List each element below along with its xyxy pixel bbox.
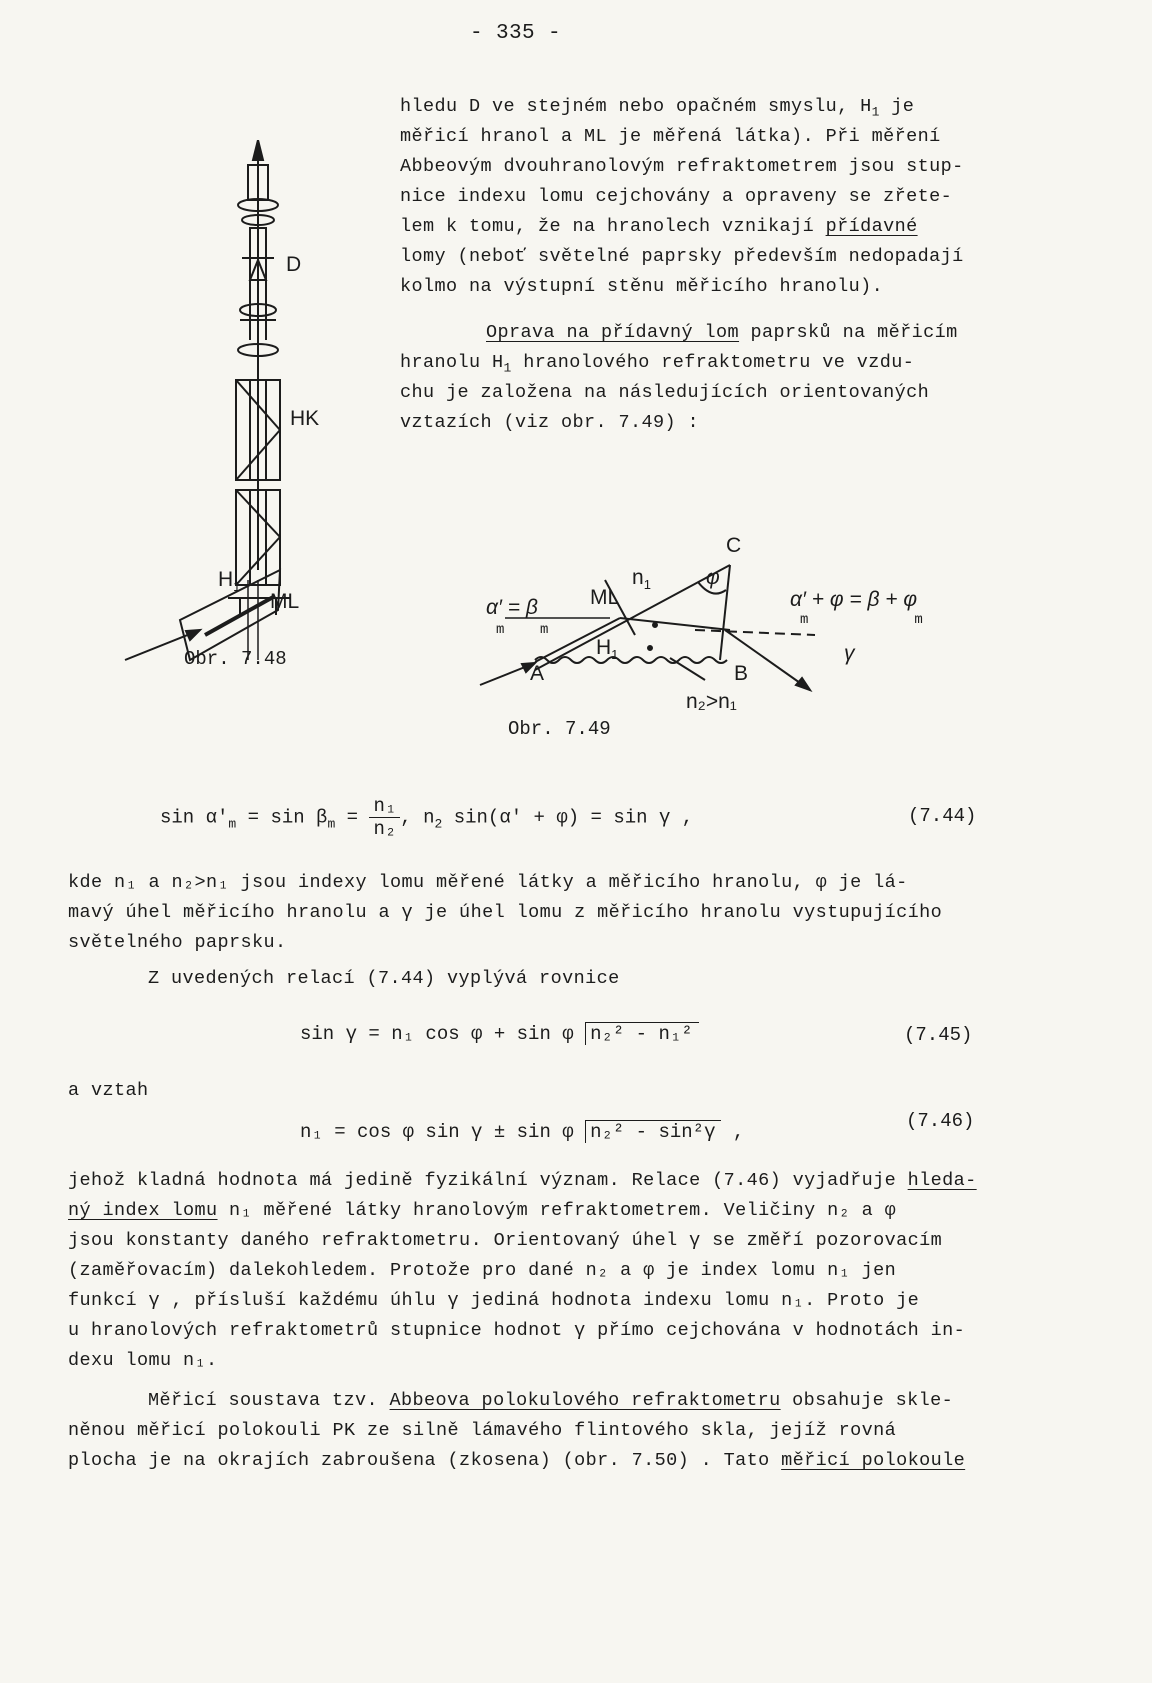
fig49-label-A: A — [530, 662, 545, 685]
kde-line-2: mavý úhel měřicího hranolu a γ je úhel lomu z měřicího hranolu vystupujícího — [68, 902, 943, 923]
z-uvedenych-line: Z uvedených relací (7.44) vyplývá rovnice — [148, 968, 620, 989]
jehoz-line-5: funkcí γ , přísluší každému úhlu γ jediná hodnota indexu lomu n₁. Proto je — [68, 1290, 920, 1311]
fig49-label-n2n1: n₂>n₁ — [686, 690, 737, 713]
fig49-label-n1: $n_1$ — [632, 566, 651, 593]
intro-line-5: lem k tomu, že na hranolech vznikají přídavné — [400, 216, 918, 237]
fig48-label-ML: ML — [270, 590, 300, 613]
jehoz-line-6: u hranolových refraktometrů stupnice hodnot γ přímo cejchována v hodnotách in- — [68, 1320, 966, 1341]
intro-line-3: Abbeovým dvouhranolovým refraktometrem jsou stup- — [400, 156, 964, 177]
figure-7-48 — [110, 140, 360, 690]
oprava-line-3: chu je založena na následujících orientovaných — [400, 382, 930, 403]
intro-line-1: hledu D ve stejném nebo opačném smyslu, $H_1$ je — [400, 96, 915, 120]
merici-line-1: Měřicí soustava tzv. Abbeova polokulového refraktometru obsahuje skle- — [148, 1390, 954, 1411]
oprava-line-4: vztazích (viz obr. 7.49) : — [400, 412, 700, 433]
equation-7-44: $\sin \alpha'_m = \sin \beta_m$ = $\frac{\text{n₁}}{\text{n₂}}$ , $n_2$ sin(α′ + φ) = sin γ , — [160, 795, 694, 840]
fig49-label-gamma: γ — [844, 642, 855, 665]
intro-line-6: lomy (neboť světelné paprsky především nedopadají — [400, 246, 964, 267]
oprava-line-1: Oprava na přídavný lom paprsků na měřicím — [486, 322, 958, 343]
jehoz-line-4: (zaměřovacím) dalekohledem. Protože pro dané n₂ a φ je index lomu n₁ jen — [68, 1260, 897, 1281]
page-number: - 335 - — [470, 22, 562, 45]
intro-line-2: měřicí hranol a ML je měřená látka). Při měření — [400, 126, 941, 147]
jehoz-line-3: jsou konstanty daného refraktometru. Orientovaný úhel γ se změří pozorovacím — [68, 1230, 943, 1251]
fig49-label-B: B — [734, 662, 749, 685]
fig49-label-left: α′ = β — [486, 596, 538, 619]
oprava-line-2: hranolu $H_1$ hranolového refraktometru ve vzdu- — [400, 352, 915, 376]
jehoz-line-7: dexu lomu n₁. — [68, 1350, 218, 1371]
intro-line-7: kolmo na výstupní stěnu měřicího hranolu). — [400, 276, 884, 297]
equation-7-46-number: (7.46) — [906, 1110, 975, 1132]
fig49-label-left-sub: m m — [496, 622, 549, 638]
fig49-label-right: α′ + φ = β + φ — [790, 588, 918, 611]
a-vztah-line: a vztah — [68, 1080, 149, 1101]
fig49-label-right-sub: m m — [800, 612, 924, 628]
equation-7-46: n₁ = cos φ sin γ ± sin φ n₂² - sin²γ , — [300, 1121, 745, 1143]
equation-7-44-number: (7.44) — [908, 805, 977, 827]
fig48-label-D: D — [286, 253, 302, 276]
fig48-label-HK: HK — [290, 407, 320, 430]
merici-line-2: něnou měřicí polokouli PK ze silně lámavého flintového skla, jejíž rovná — [68, 1420, 897, 1441]
fig48-label-H1: $H_1$ — [218, 568, 241, 595]
jehoz-line-2: ný index lomu n₁ měřené látky hranolovým refraktometrem. Veličiny n₂ a φ — [68, 1200, 897, 1221]
fig49-label-C: C — [726, 534, 742, 557]
intro-line-4: nice indexu lomu cejchovány a opraveny se zřete- — [400, 186, 953, 207]
kde-line-1: kde n₁ a n₂>n₁ jsou indexy lomu měřené látky a měřicího hranolu, φ je lá- — [68, 872, 908, 893]
fig49-label-H1: $H_1$ — [596, 636, 619, 663]
kde-line-3: světelného paprsku. — [68, 932, 287, 953]
equation-7-45-number: (7.45) — [904, 1024, 973, 1046]
fig49-label-ML: ML — [590, 586, 620, 609]
fig49-caption: Obr. 7.49 — [508, 718, 611, 740]
equation-7-45: sin γ = n₁ cos φ + sin φ n₂² - n₁² — [300, 1022, 699, 1045]
fig49-label-phi: φ — [706, 566, 720, 589]
fig48-caption: Obr. 7.48 — [184, 648, 287, 670]
jehoz-line-1: jehož kladná hodnota má jedině fyzikální význam. Relace (7.46) vyjadřuje hleda- — [68, 1170, 977, 1191]
merici-line-3: plocha je na okrajích zabroušena (zkosena) (obr. 7.50) . Tato měřicí polokoule — [68, 1450, 966, 1471]
